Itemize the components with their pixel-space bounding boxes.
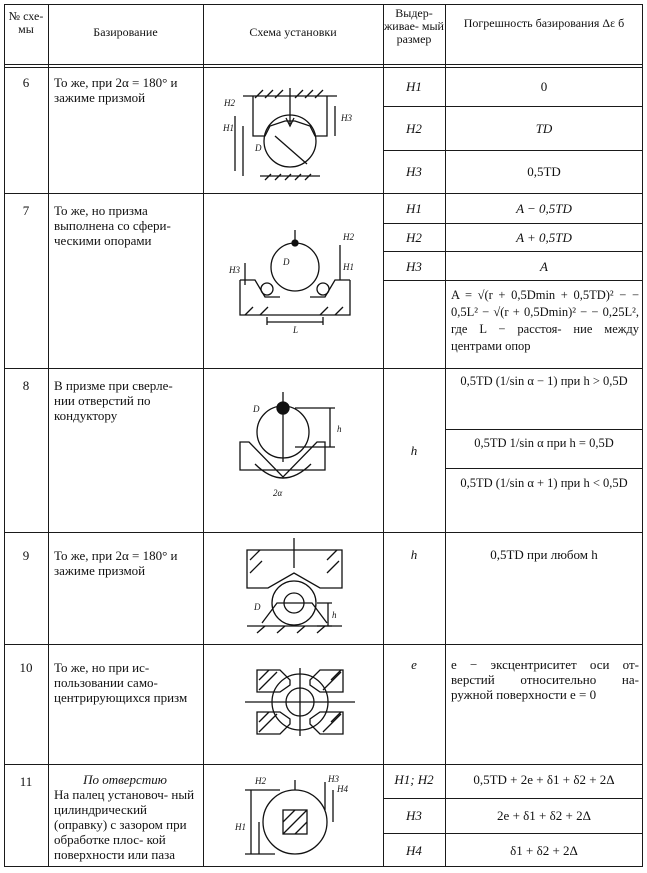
header-rule xyxy=(4,64,643,65)
subrow-rule xyxy=(445,468,643,469)
base-text: На палец установоч- ный цилиндрический (оправку) с зазором при обработке плос- кой поверхности или паза xyxy=(54,787,195,862)
dim-cell: h xyxy=(410,547,418,562)
dim-cell: h xyxy=(410,443,418,458)
error-cell: δ1 + δ2 + 2Δ xyxy=(510,843,578,858)
subrow-rule xyxy=(383,280,643,281)
error-cell: e − эксцентриситет оси от- верстий относительно на- ружной поверхности e = 0 xyxy=(451,657,639,702)
error-cell: 0,5TD + 2e + δ1 + δ2 + 2Δ xyxy=(473,772,615,787)
row-number: 6 xyxy=(22,75,30,90)
border-left xyxy=(4,4,5,867)
row-rule xyxy=(4,644,643,645)
header-dim: Выдер- живае- мый размер xyxy=(384,6,444,46)
col-divider xyxy=(48,4,49,867)
dim-cell: H4 xyxy=(406,843,422,858)
label-h1: H1 xyxy=(343,262,354,272)
base-text: В призме при сверле- нии отверстий по кондуктору xyxy=(54,378,173,423)
subrow-rule xyxy=(383,833,643,834)
label-d: D xyxy=(283,257,290,267)
subrow-rule xyxy=(383,106,643,107)
label-h4: H4 xyxy=(337,784,348,794)
label-h1: H1 xyxy=(223,123,234,133)
base-text: То же, но призма выполнена со сфери- ческими опорами xyxy=(54,203,171,248)
col-divider xyxy=(203,4,204,867)
dim-cell: H2 xyxy=(406,230,422,245)
row-rule xyxy=(4,368,643,369)
scheme-7-figure xyxy=(215,225,375,335)
header-num: № схе- мы xyxy=(8,9,44,36)
scheme-6-figure xyxy=(215,76,375,186)
row-rule xyxy=(4,764,643,765)
scheme-11-figure xyxy=(225,770,365,865)
label-d: D xyxy=(255,143,262,153)
subrow-rule xyxy=(383,251,643,252)
dim-cell: H2 xyxy=(406,121,422,136)
base-title: По отверстию xyxy=(83,772,167,787)
row-number: 11 xyxy=(19,774,33,789)
row-number: 8 xyxy=(22,378,30,393)
dim-cell: H3 xyxy=(406,808,422,823)
label-h2: H2 xyxy=(255,776,266,786)
error-cell: A xyxy=(540,259,548,274)
header-scheme: Схема установки xyxy=(249,25,337,39)
label-h2: H2 xyxy=(224,98,235,108)
label-h: h xyxy=(337,424,342,434)
label-h2: H2 xyxy=(343,232,354,242)
scheme-8-figure xyxy=(225,392,365,504)
dim-cell: H1 xyxy=(406,79,422,94)
formula-note: A = √(r + 0,5Dmin + 0,5TD)² − − 0,5L² − √(r + 0,5Dmin)² − − 0,25L², где L − расстоя- ние между центрами опор xyxy=(451,288,639,353)
row-rule xyxy=(4,532,643,533)
error-cell: A + 0,5TD xyxy=(516,230,572,245)
subrow-rule xyxy=(383,798,643,799)
border-top xyxy=(4,4,643,5)
error-cell: 2e + δ1 + δ2 + 2Δ xyxy=(497,808,591,823)
error-cell: A − 0,5TD xyxy=(516,201,572,216)
label-h1: H1 xyxy=(235,822,246,832)
label-2alpha: 2α xyxy=(273,488,283,498)
label-h3: H3 xyxy=(341,113,352,123)
error-cell: TD xyxy=(535,121,553,136)
error-cell: 0,5TD 1/sin α при h = 0,5D xyxy=(474,436,614,450)
row-number: 10 xyxy=(19,660,33,675)
dim-cell: e xyxy=(411,657,417,672)
header-base: Базирование xyxy=(93,25,158,39)
label-d: D xyxy=(253,404,260,414)
dim-cell: H3 xyxy=(406,164,422,179)
dim-cell: H1 xyxy=(406,201,422,216)
border-bottom xyxy=(4,866,643,867)
error-cell: 0,5TD (1/sin α + 1) при h < 0,5D xyxy=(460,476,628,490)
error-cell: 0,5TD (1/sin α − 1) при h > 0,5D xyxy=(460,374,628,388)
label-h3: H3 xyxy=(328,774,339,784)
dim-cell: H3 xyxy=(406,259,422,274)
header-rule xyxy=(4,67,643,68)
subrow-rule xyxy=(383,150,643,151)
label-d: D xyxy=(254,602,261,612)
scheme-10-figure xyxy=(235,650,365,754)
base-text: То же, но при ис- пользовании само- центрирующихся призм xyxy=(54,660,188,705)
label-h3: H3 xyxy=(229,265,240,275)
error-cell: 0 xyxy=(540,79,548,94)
header-error: Погрешность базирования Δε б xyxy=(463,16,625,30)
scheme-9-figure xyxy=(232,538,362,638)
subrow-rule xyxy=(383,223,643,224)
error-cell: 0,5TD при любом h xyxy=(490,547,598,562)
base-text: То же, при 2α = 180° и зажиме призмой xyxy=(54,75,178,105)
row-number: 9 xyxy=(22,548,30,563)
row-rule xyxy=(4,193,643,194)
dim-cell: H1; H2 xyxy=(394,772,434,787)
error-cell: 0,5TD xyxy=(527,164,561,179)
row-number: 7 xyxy=(22,203,30,218)
base-text: То же, при 2α = 180° и зажиме призмой xyxy=(54,548,178,578)
subrow-rule xyxy=(445,429,643,430)
border-right xyxy=(642,4,643,867)
label-l: L xyxy=(293,325,299,335)
label-h: h xyxy=(332,610,337,620)
